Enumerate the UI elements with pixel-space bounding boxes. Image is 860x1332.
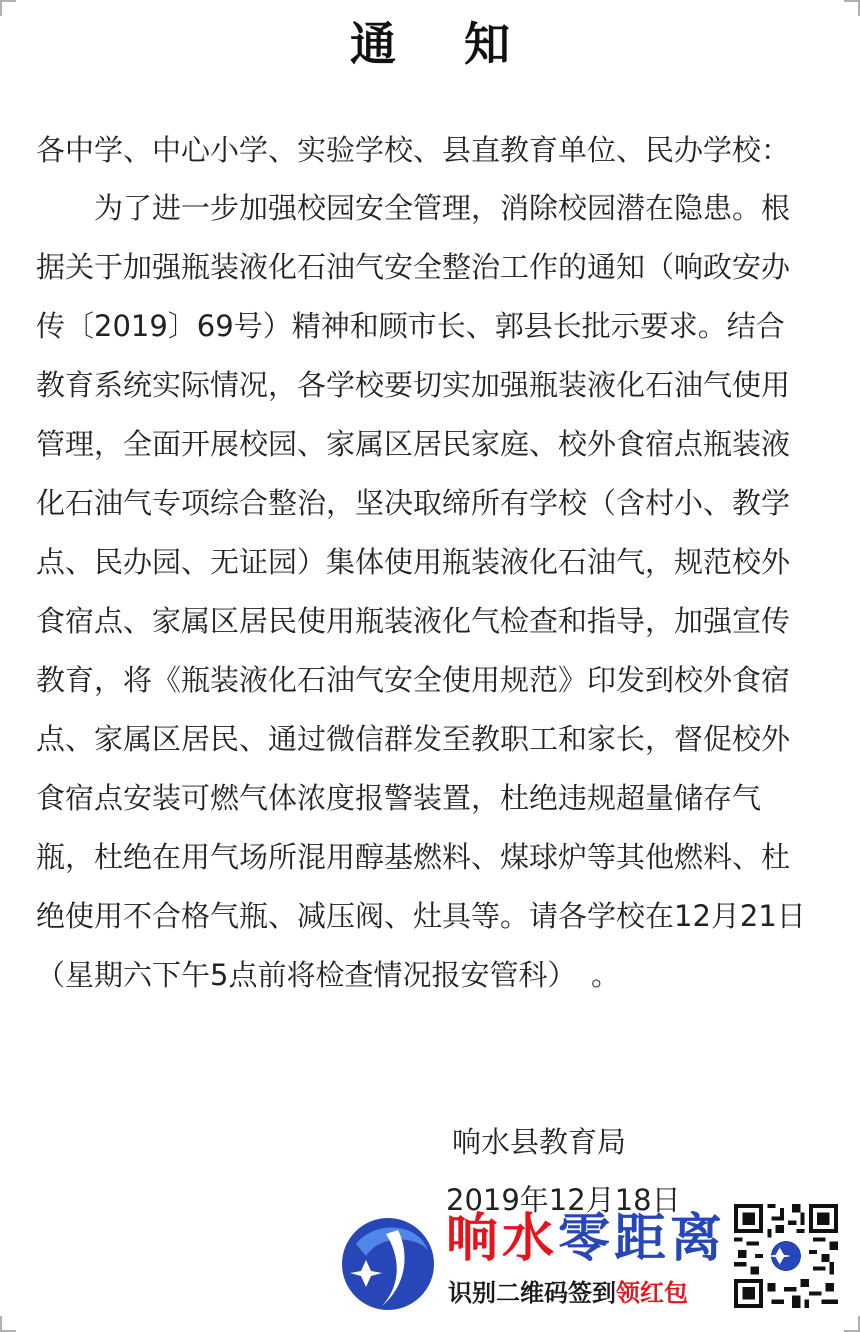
body-line: 食宿点、家属区居民使用瓶装液化气检查和指导，加强宣传 — [36, 604, 791, 638]
body-line: 教育，将《瓶装液化石油气安全使用规范》印发到校外食宿 — [36, 663, 791, 697]
body-line: 点、家属区居民、通过微信群发至教职工和家长，督促校外 — [36, 722, 791, 756]
body-line: 为了进一步加强校园安全管理，消除校园潜在隐患。根 — [36, 191, 791, 225]
salutation: 各中学、中心小学、实验学校、县直教育单位、民办学校： — [36, 133, 791, 167]
body-line: 绝使用不合格气瓶、减压阀、灶具等。请各学校在12月21日 — [36, 899, 806, 933]
brand-slogan — [448, 1276, 688, 1310]
qr-code-icon[interactable] — [734, 1204, 838, 1308]
notice-title: 通知 — [350, 17, 578, 71]
brand-name — [446, 1206, 726, 1272]
signature-organization: 响水县教育局 — [452, 1125, 627, 1159]
body-line: 管理，全面开展校园、家属区居民家庭、校外食宿点瓶装液 — [36, 427, 791, 461]
body-line: 瓶，杜绝在用气场所混用醇基燃料、煤球炉等其他燃料、杜 — [36, 840, 791, 874]
body-line: 点、民办园、无证园）集体使用瓶装液化石油气，规范校外 — [36, 545, 791, 579]
brand-logo-icon — [336, 1210, 440, 1314]
corner-mark-bottom-right — [844, 1316, 860, 1332]
brand-name-part2: 零距离 — [558, 1208, 727, 1269]
corner-mark-bottom-left — [0, 1316, 16, 1332]
signature-date: 2019年12月18日 — [446, 1183, 681, 1217]
body-line: 食宿点安装可燃气体浓度报警装置，杜绝违规超量储存气 — [36, 781, 762, 815]
body-line: （星期六下午5点前将检查情况报安管科） 。 — [36, 958, 620, 992]
body-line: 传〔2019〕69号）精神和顾市长、郭县长批示要求。结合 — [36, 309, 785, 343]
brand-slogan-part1: 识别二维码签到 — [448, 1279, 616, 1307]
brand-slogan-part2: 领红包 — [616, 1279, 688, 1307]
body-line: 据关于加强瓶装液化石油气安全整治工作的通知（响政安办 — [36, 250, 791, 284]
brand-name-part1: 响水 — [446, 1208, 559, 1269]
body-line: 教育系统实际情况，各学校要切实加强瓶装液化石油气使用 — [36, 368, 791, 402]
body-line: 化石油气专项综合整治，坚决取缔所有学校（含村小、教学 — [36, 486, 791, 520]
